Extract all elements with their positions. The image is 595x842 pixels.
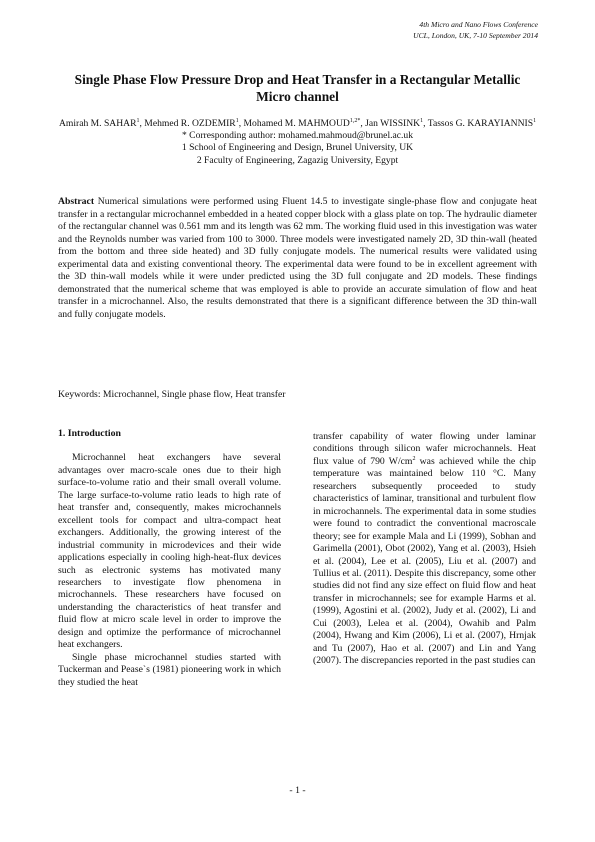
intro-paragraph-continued: transfer capability of water flowing under laminar conditions through silicon wafer microchannels. Heat flux value of 790 $W/cm^2$ was achieved while the chip temperature was maintained below 110 °C. Many researchers subsequently proceeded to study characteristics of laminar, transitional and turbulent flow in microchannels. The experimental data in some studies were found to contradict the conventional macroscale theory; see for example Mala and Li (1999), Sobhan and Garimella (2001), Obot (2002), Yang et al. (2003), Hsieh et al. (2004), Lee et al. (2005), Liu et al. (2007) and Tullius et al. (2011). Despite this discrepancy, some other studies did not find any size effect on fluid flow and heat transfer in microchannels; see for example Harms et al. (1999), Agostini et al. (2002), Judy et al. (2002), Li and Cui (2003), Lelea et al. (2004), Owahib and Palm (2004), Hwang and Kim (2006), Li et al. (2007), Hrnjak and Tu (2007), Hao et al. (2007) and Lin and Yang (2007). The discrepancies reported in the past studies can	[313, 431, 536, 667]
author-affiliation-mark: 1	[136, 117, 140, 124]
paper-title: Single Phase Flow Pressure Drop and Heat Transfer in a Rectangular Metallic Micro channel	[74, 72, 521, 104]
author-affiliation-mark: 1	[235, 117, 239, 124]
intro-paragraph-1: Microchannel heat exchangers have several advantages over macro-scale ones due to their high surface-to-volume ratio and their small overall volume. The large surface-to-volume ratio leads to high rate of heat transfer and, consequently, makes microchannels excellent tools for compact and ultra-compact heat exchangers. Additionally, the growing interest of the industrial community in microdevices and their wide applications especially in cooling high-heat-flux devices such as electronic systems has motivated many researchers to investigate flow phenomena in microchannels. These researchers have focused on understanding the characteristics of heat transfer and fluid flow at micro scale level in order to improve the design and optimize the performance of microchannel heat exchangers.	[58, 452, 281, 651]
abstract	[58, 196, 537, 321]
conference-name: 4th Micro and Nano Flows Conference	[419, 20, 538, 29]
right-column	[313, 431, 536, 668]
author-name: Jan WISSINK	[365, 118, 421, 129]
author-affiliation-mark: 1,2*	[349, 117, 361, 124]
affiliation-2: 2 Faculty of Engineering, Zagazig University, Egypt	[196, 154, 399, 166]
author-name: Amirah M. SAHAR	[58, 118, 137, 129]
author-affiliation-mark: 1	[420, 117, 424, 124]
conference-venue: UCL, London, UK, 7-10 September 2014	[413, 30, 538, 40]
author-list: Amirah M. SAHAR$^1$, Mehmed R. OZDEMIR$^1$, Mohamed M. $MAHMOUD^{1,2*}$, Jan WISSINK$^1$, Tassos G. KARAYIANNIS$^1$	[58, 117, 537, 129]
abstract-label: Abstract	[58, 196, 95, 207]
author-name: Mehmed R. OZDEMIR	[144, 118, 236, 129]
affiliation-1: 1 School of Engineering and Design, Brunel University, UK	[181, 142, 414, 154]
abstract-text: Numerical simulations were performed using Fluent 14.5 to investigate single-phase flow and conjugate heat transfer in a rectangular microchannel embedded in a heated copper block with a glass plate on top. The hydraulic diameter of the rectangular channel was 0.561 mm and its length was 62 mm. The working fluid used in this investigation was water and the Reynolds number was varied from 100 to 3000. Three models were investigated namely 2D, 3D thin-wall (heated from the bottom and three side heated) and 3D fully conjugate models. The numerical results were validated using experimental data and existing conventional theory. The experimental data were found to be in excellent agreement with the 3D thin-wall models while it were under predicted using the 3D full conjugate and 2D models. These findings demonstrated that the numerical scheme that was employed is able to provide an accurate simulation of flow and heat transfer in a microchannel. Also, the results demonstrated that there is a significant difference between the 3D thin-wall and fully conjugate models.	[58, 196, 537, 320]
author-name: Mohamed M. MAHMOUD	[243, 118, 350, 129]
superscript-2: 2	[412, 455, 416, 462]
author-block	[58, 118, 537, 167]
left-column	[58, 428, 281, 689]
page-number: - 1 -	[289, 785, 306, 796]
corresponding-author: * Corresponding author: mohamed.mahmoud@brunel.ac.uk	[181, 130, 414, 142]
section-heading-introduction: 1. Introduction	[58, 428, 121, 439]
author-name: Tassos G. KARAYIANNIS	[427, 118, 534, 129]
keywords: Keywords: Microchannel, Single phase flow, Heat transfer	[58, 389, 286, 400]
intro-paragraph-2: Single phase microchannel studies started with Tuckerman and Pease`s (1981) pioneering work in which they studied the heat	[58, 651, 281, 688]
author-affiliation-mark: 1	[533, 117, 537, 124]
conference-header	[238, 20, 538, 41]
